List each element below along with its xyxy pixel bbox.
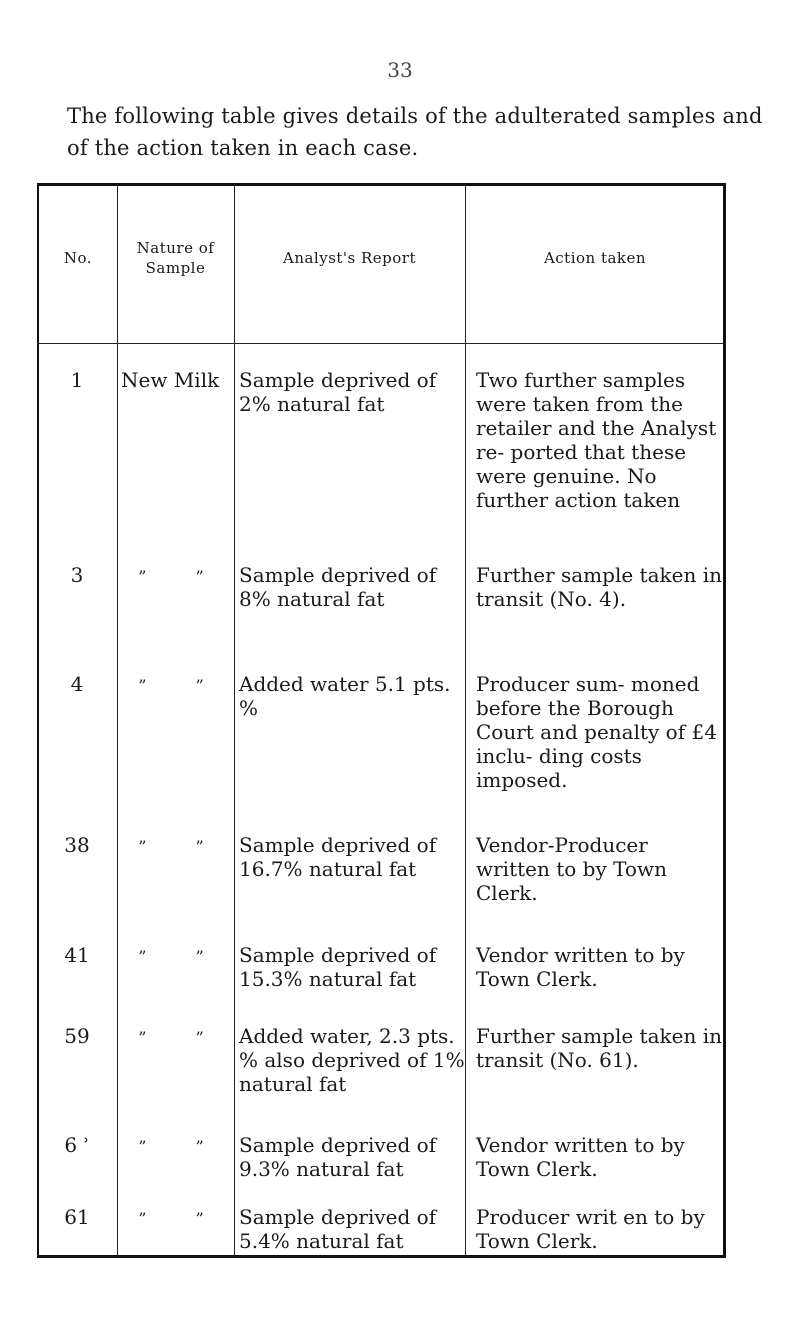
ditto-mark: ” ” [138,1137,226,1156]
row-number: 61 [64,1205,90,1229]
ditto-mark: ” ” [138,837,226,856]
row-number: 38 [64,833,90,857]
row-action: Producer sum- moned before the Borough Court and penalty of £4 inclu- ding costs imposed. [476,672,717,792]
row-report: Added water 5.1 pts. % [239,672,451,720]
row-report: Sample deprived of 15.3% natural fat [239,943,437,991]
ditto-mark: ” ” [138,1209,226,1228]
header-nature: Nature of Sample [136,239,215,277]
row-action: Vendor written to by Town Clerk. [476,943,685,991]
row-action: Vendor written to by Town Clerk. [476,1133,685,1181]
column-divider [234,186,235,1255]
row-report: Sample deprived of 9.3% natural fat [239,1133,437,1181]
row-number: 41 [64,943,90,967]
row-report: Added water, 2.3 pts. % also deprived of 1% natural fat [239,1024,465,1096]
row-report: Sample deprived of 16.7% natural fat [239,833,437,881]
ditto-mark: ” ” [138,947,226,966]
column-divider [117,186,118,1255]
row-action: Producer writ en to by Town Clerk. [476,1205,705,1253]
row-report: Sample deprived of 5.4% natural fat [239,1205,437,1253]
intro-paragraph: The following table gives details of the adulterated samples and of the action taken in each case. [67,104,763,160]
header-action: Action taken [543,249,647,267]
row-number: 1 [70,368,84,392]
ditto-mark: ” ” [138,676,226,695]
row-action: Further sample taken in transit (No. 61). [476,1024,722,1072]
row-number: 3 [70,563,84,587]
row-report: Sample deprived of 2% natural fat [239,368,437,416]
page-number: 33 [387,58,413,82]
header-report: Analyst's Report [282,249,417,267]
header-no: No. [63,249,93,267]
row-number: 59 [64,1024,90,1048]
row-action: Vendor-Producer written to by Town Clerk. [476,833,667,905]
row-nature: New Milk [121,368,220,392]
row-action: Two further samples were taken from the retailer and the Analyst re- ported that these were genuine. No further action taken [476,368,717,512]
row-report: Sample deprived of 8% natural fat [239,563,437,611]
adulterated-samples-table [37,183,726,1258]
row-number: 6 ʾ [64,1133,90,1157]
ditto-mark: ” ” [138,1028,226,1047]
ditto-mark: ” ” [138,567,226,586]
row-number: 4 [70,672,84,696]
header-divider [39,343,723,344]
row-action: Further sample taken in transit (No. 4). [476,563,722,611]
